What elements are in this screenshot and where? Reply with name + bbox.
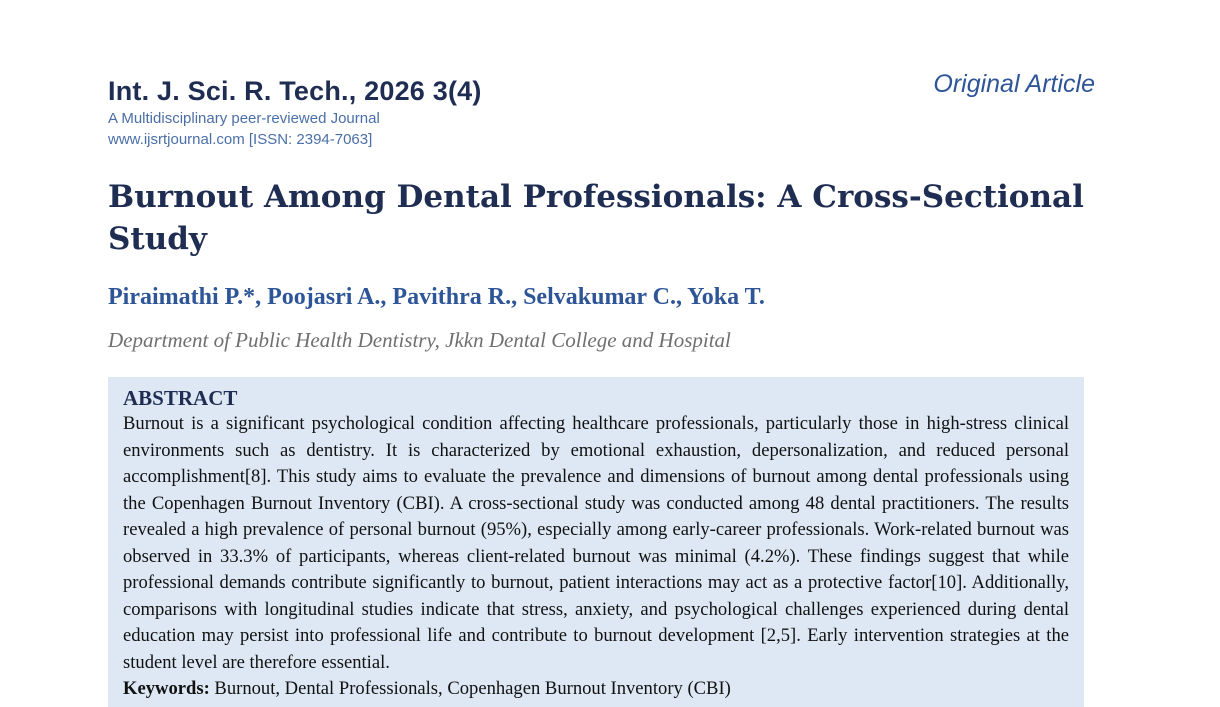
journal-header [108, 74, 482, 150]
authors: Piraimathi P.*, Poojasri A., Pavithra R., Selvakumar C., Yoka T. [108, 284, 765, 310]
abstract-text: Burnout is a significant psychological condition affecting healthcare professionals, particularly those in high-stress clinical environments such as dentistry. It is characterized by emotional exhaustion, depersonalization, and reduced personal accomplishment[8]. This study aims to evaluate the prevalence and dimensions of burnout among dental professionals using the Copenhagen Burnout Inventory (CBI). A cross-sectional study was conducted among 48 dental practitioners. The results revealed a high prevalence of personal burnout (95%), especially among early-career professionals. Work-related burnout was observed in 33.3% of participants, whereas client-related burnout was minimal (4.2%). These findings suggest that while professional demands contribute significantly to burnout, patient interactions may act as a protective factor[10]. Additionally, comparisons with longitudinal studies indicate that stress, anxiety, and psychological challenges experienced during dental education may persist into professional life and contribute to burnout development [2,5]. Early intervention strategies at the student level are therefore essential. [123, 413, 1069, 673]
keywords-label: Keywords: [123, 678, 210, 699]
abstract-heading: ABSTRACT [123, 386, 238, 410]
paper-title: Burnout Among Dental Professionals: A Cross-Sectional Study [108, 179, 1084, 257]
journal-title: Int. J. Sci. R. Tech., 2026 3(4) [108, 76, 482, 106]
article-type: Original Article [933, 70, 1095, 98]
keywords-list: Burnout, Dental Professionals, Copenhagen Burnout Inventory (CBI) [214, 678, 731, 699]
affiliation: Department of Public Health Dentistry, Jkkn Dental College and Hospital [108, 328, 731, 352]
keywords [123, 676, 1069, 703]
journal-website: www.ijsrtjournal.com [ISSN: 2394-7063] [108, 131, 373, 148]
abstract-section [108, 377, 1084, 707]
journal-tagline: A Multidisciplinary peer-reviewed Journal [108, 110, 380, 127]
